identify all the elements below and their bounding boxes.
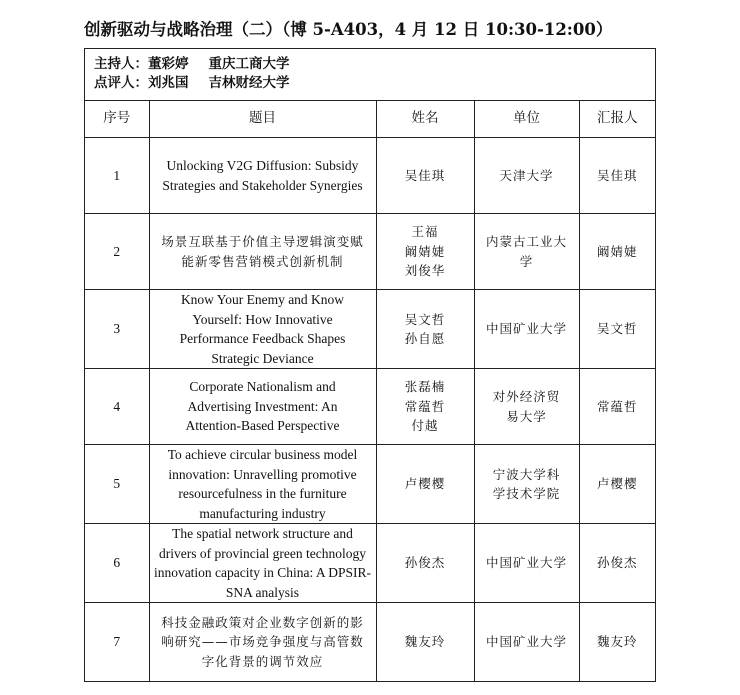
author-name: 刘俊华 [404, 263, 446, 279]
row-topic: 场景互联基于价值主导逻辑演变赋能新零售营销模式创新机制 [149, 214, 376, 290]
host-org: 重庆工商大学 [208, 56, 290, 72]
host-label: 主持人：董彩婷 [94, 56, 189, 72]
reviewer-label: 点评人：刘兆国 [94, 75, 189, 91]
row-unit: 天津大学 [474, 138, 579, 214]
author-name: 孙俊杰 [404, 555, 446, 571]
row-reporter: 卢樱樱 [579, 445, 655, 524]
row-reporter: 吴佳琪 [579, 138, 655, 214]
row-topic: To achieve circular business model innovation: Unravelling promotive resourcefulness in the furniture manufacturing industry [149, 445, 376, 524]
header-unit: 单位 [474, 101, 579, 138]
row-no: 7 [85, 603, 149, 681]
table-row [85, 290, 655, 369]
host-line [94, 55, 655, 74]
header-name: 姓名 [376, 101, 474, 138]
author-name: 张磊楠 [404, 379, 446, 395]
author-name: 付越 [411, 418, 439, 434]
row-topic: 科技金融政策对企业数字创新的影响研究——市场竞争强度与高管数字化背景的调节效应 [149, 603, 376, 681]
row-reporter: 常蕴哲 [579, 369, 655, 445]
author-name: 孙自愿 [404, 331, 446, 346]
row-names [376, 214, 474, 290]
row-names [376, 138, 474, 214]
row-topic: Corporate Nationalism and Advertising Investment: An Attention-Based Perspective [149, 369, 376, 445]
row-no: 3 [85, 290, 149, 369]
row-no: 1 [85, 138, 149, 214]
row-unit: 中国矿业大学 [474, 603, 579, 681]
author-name: 常蕴哲 [404, 398, 446, 414]
row-names [376, 290, 474, 369]
row-no: 6 [85, 524, 149, 603]
row-reporter: 魏友玲 [579, 603, 655, 681]
row-no: 4 [85, 369, 149, 445]
row-reporter: 孙俊杰 [579, 524, 655, 603]
row-unit: 宁波大学科学技术学院 [474, 445, 579, 524]
row-topic: Know Your Enemy and Know Yourself: How Innovative Performance Feedback Shapes Strategic Deviance [149, 290, 376, 369]
table-header-row [85, 101, 655, 138]
row-topic: Unlocking V2G Diffusion: Subsidy Strategies and Stakeholder Synergies [149, 138, 376, 214]
header-topic: 题目 [149, 101, 376, 138]
row-unit: 中国矿业大学 [474, 290, 579, 369]
session-table-frame [84, 48, 656, 682]
reviewer-line [94, 74, 655, 93]
table-row [85, 524, 655, 603]
table-row [85, 445, 655, 524]
table-row [85, 369, 655, 445]
row-names [376, 369, 474, 445]
table-row [85, 138, 655, 214]
author-name: 阚婧婕 [404, 243, 446, 259]
author-name: 吴佳琪 [404, 167, 446, 183]
author-name: 魏友玲 [404, 634, 446, 649]
row-unit: 中国矿业大学 [474, 524, 579, 603]
row-names [376, 445, 474, 524]
author-name: 卢樱樱 [404, 476, 446, 492]
row-unit: 内蒙古工业大学 [474, 214, 579, 290]
row-names [376, 603, 474, 681]
table-row [85, 603, 655, 681]
row-reporter: 吴文哲 [579, 290, 655, 369]
session-title: 创新驱动与战略治理（二）（博 5-A403，4 月 12 日 10:30-12:00） [84, 20, 613, 39]
session-info [85, 49, 655, 101]
row-unit: 对外经济贸易大学 [474, 369, 579, 445]
row-no: 2 [85, 214, 149, 290]
header-no: 序号 [85, 101, 149, 138]
header-reporter: 汇报人 [579, 101, 655, 138]
table-row [85, 214, 655, 290]
row-topic: The spatial network structure and drivers of provincial green technology innovation capacity in China: A DPSIR-SNA analysis [149, 524, 376, 603]
reviewer-org: 吉林财经大学 [208, 75, 290, 91]
row-no: 5 [85, 445, 149, 524]
row-reporter: 阚婧婕 [579, 214, 655, 290]
author-name: 王福 [411, 224, 439, 240]
row-names [376, 524, 474, 603]
author-name: 吴文哲 [404, 311, 446, 327]
paper-table [85, 101, 655, 681]
